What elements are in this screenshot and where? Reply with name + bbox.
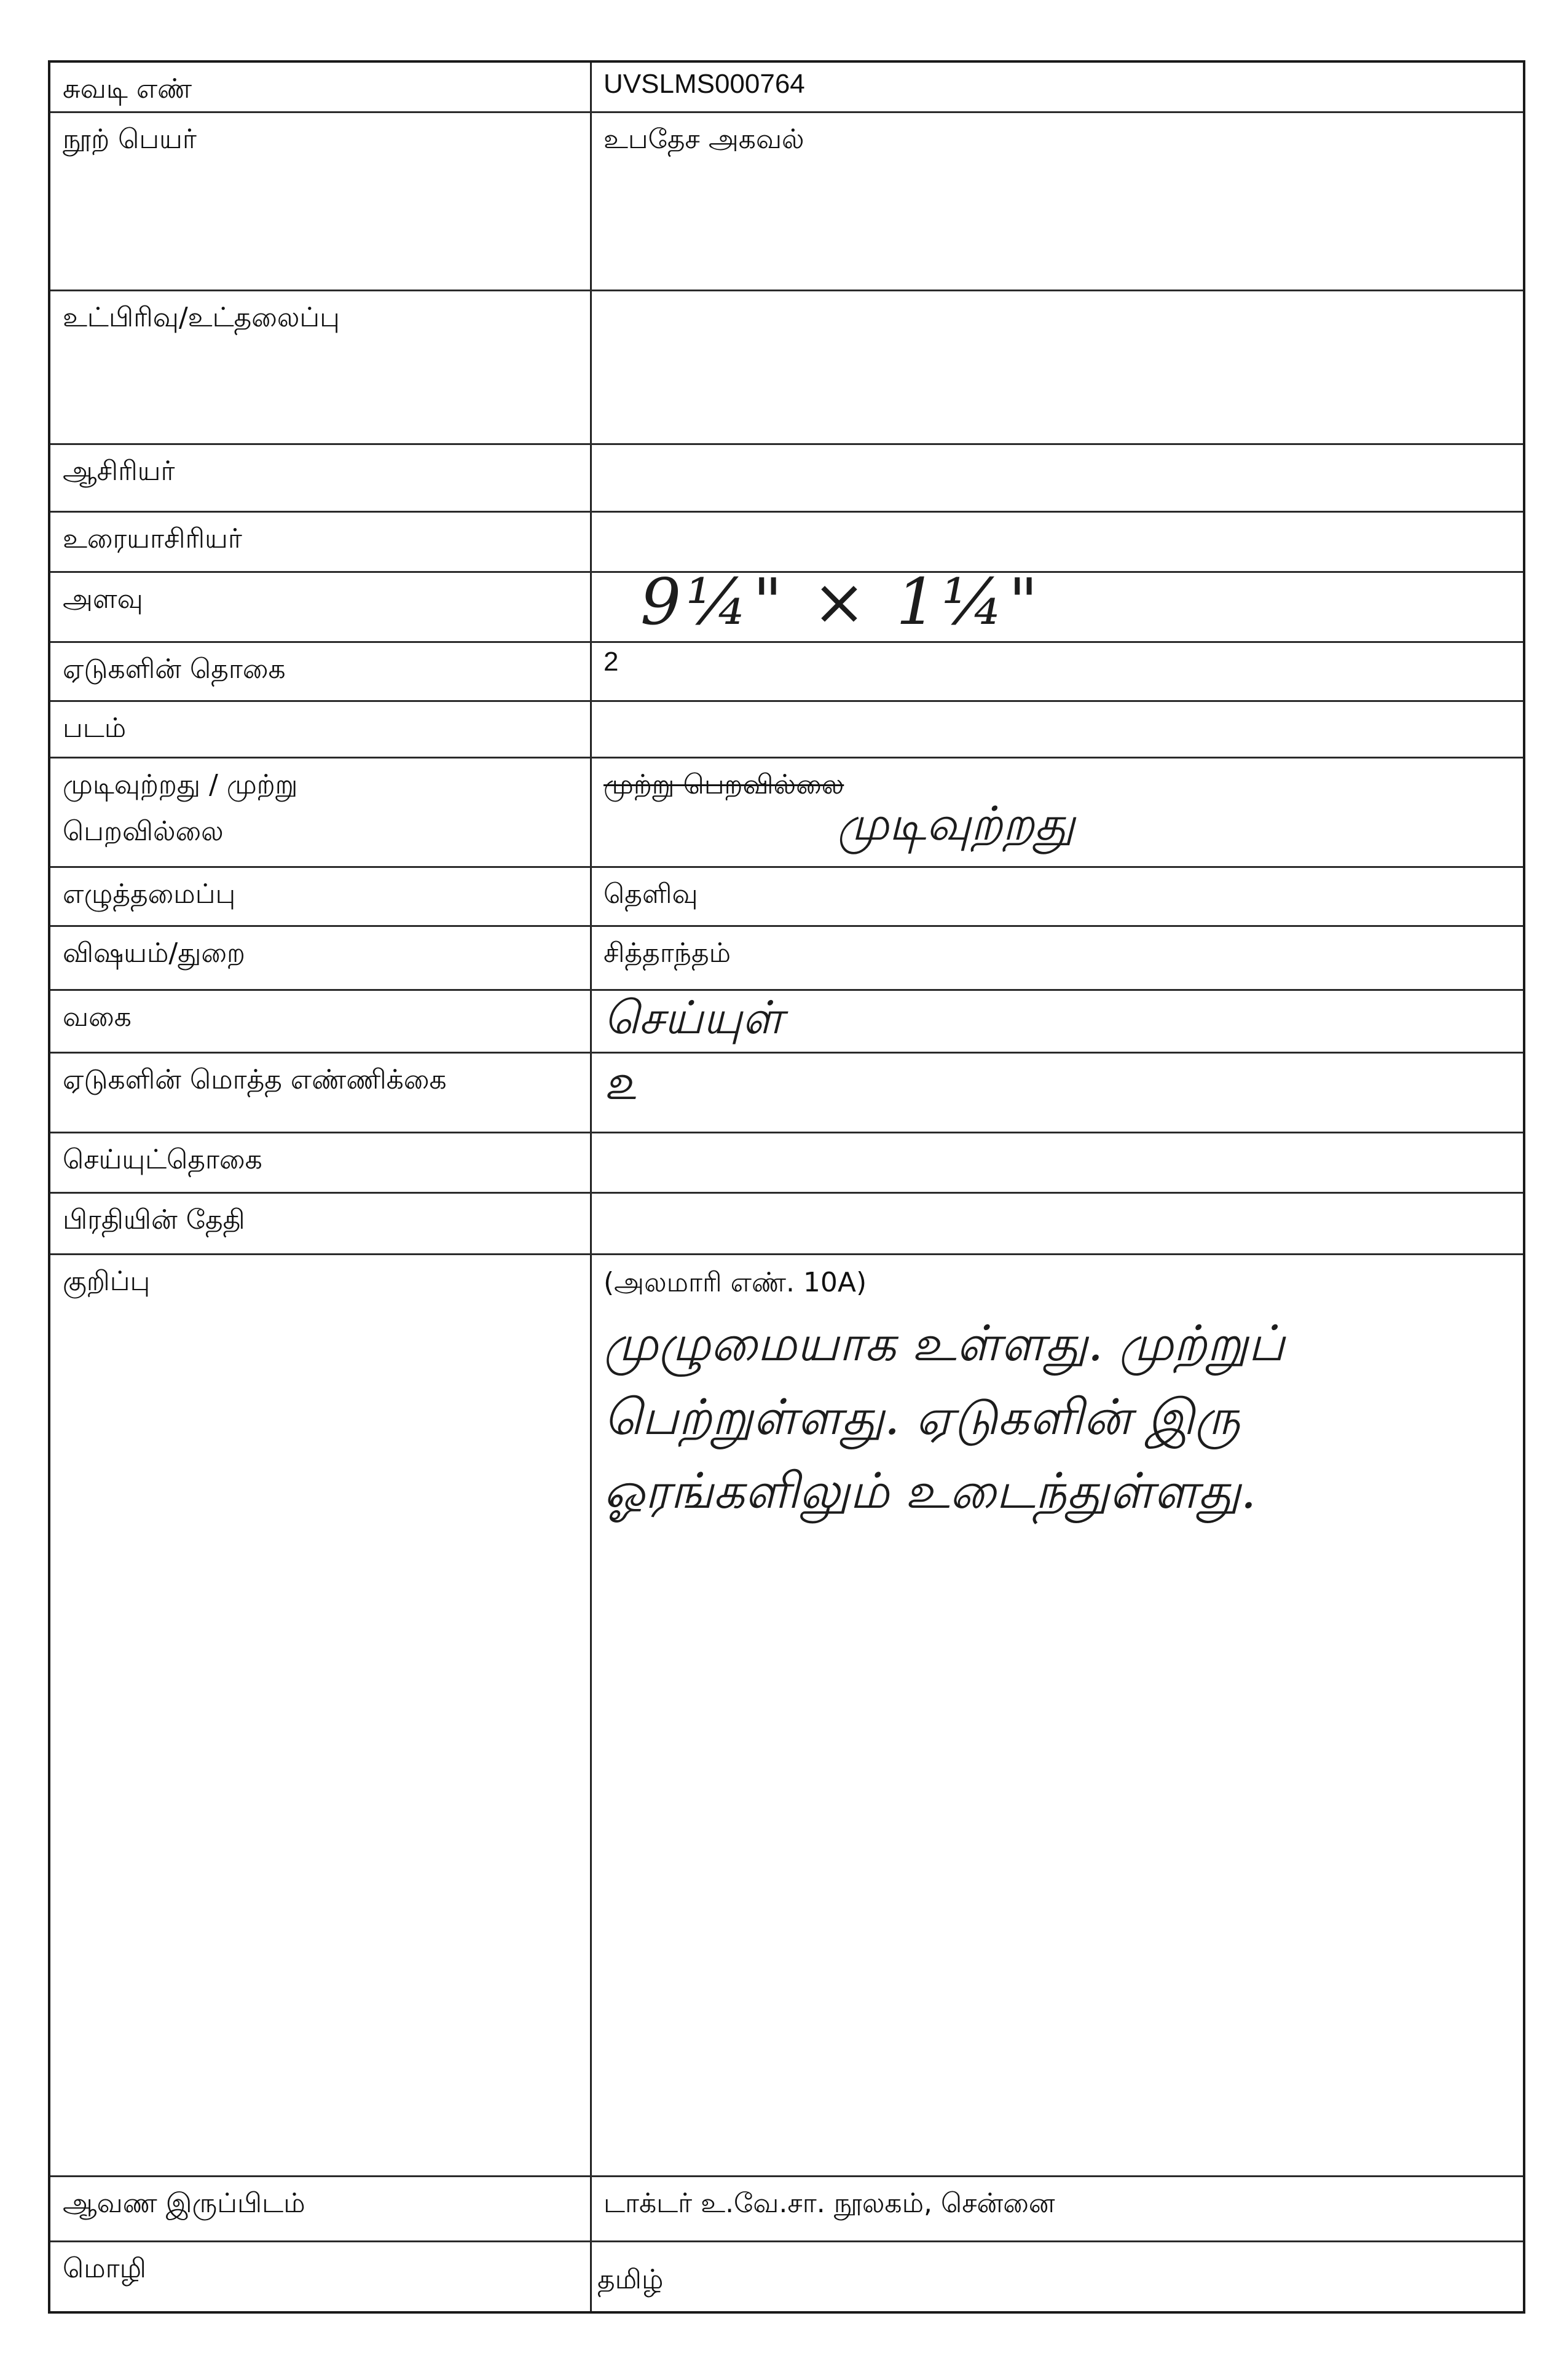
notes-label: குறிப்பு bbox=[63, 1266, 151, 1297]
total-leaves-handwritten-value: ௨ bbox=[604, 1054, 639, 1111]
manuscript-no-label: சுவடி எண் bbox=[63, 73, 192, 104]
author-label: ஆசிரியர் bbox=[63, 455, 175, 487]
title-label: நூற் பெயர் bbox=[63, 124, 197, 155]
commentator-label: உரையாசிரியர் bbox=[63, 523, 242, 554]
notes-handwritten-line-2: பெற்றுள்ளது. ஏடுகளின் இரு bbox=[604, 1389, 1240, 1446]
leaves-count-label: ஏடுகளின் தொகை bbox=[63, 653, 286, 685]
script-label: எழுத்தமைப்பு bbox=[63, 878, 236, 910]
script-value: தெளிவு bbox=[604, 878, 698, 910]
row-genre bbox=[50, 991, 1523, 1054]
row-completeness bbox=[50, 759, 1523, 868]
completeness-label-line1: முடிவுற்றது / முற்று bbox=[63, 769, 298, 800]
notes-handwritten-line-1: முழுமையாக உள்ளது. முற்றுப் bbox=[604, 1315, 1285, 1372]
row-language bbox=[50, 2242, 1523, 2314]
row-leaves-count bbox=[50, 643, 1523, 702]
genre-handwritten-value: செய்யுள் bbox=[604, 991, 784, 1044]
completeness-label bbox=[63, 768, 297, 848]
row-size bbox=[50, 564, 1523, 643]
illustration-label: படம் bbox=[63, 712, 127, 744]
language-value: தமிழ் bbox=[597, 2264, 664, 2295]
notes-handwritten-line-3: ஓரங்களிலும் உடைந்துள்ளது. bbox=[604, 1462, 1257, 1519]
row-manuscript-no bbox=[50, 63, 1523, 113]
row-verse-count bbox=[50, 1133, 1523, 1194]
repository-value: டாக்டர் உ.வே.சா. நூலகம், சென்னை bbox=[604, 2188, 1055, 2219]
language-label: மொழி bbox=[63, 2253, 146, 2284]
subject-value: சித்தாந்தம் bbox=[604, 937, 731, 969]
row-copy-date bbox=[50, 1194, 1523, 1255]
row-subdivision bbox=[50, 291, 1523, 445]
subject-label: விஷயம்/துறை bbox=[63, 937, 245, 969]
title-value: உபதேச அகவல் bbox=[604, 124, 804, 155]
copy-date-label: பிரதியின் தேதி bbox=[63, 1204, 245, 1235]
completeness-label-line2: பெறவில்லை bbox=[63, 816, 224, 847]
row-author bbox=[50, 445, 1523, 513]
size-handwritten-value: 9¼" × 1¼" bbox=[640, 564, 1043, 639]
row-script bbox=[50, 868, 1523, 927]
genre-label: வகை bbox=[63, 1001, 132, 1033]
row-total-leaves bbox=[50, 1054, 1523, 1133]
row-title bbox=[50, 113, 1523, 291]
total-leaves-label: ஏடுகளின் மொத்த எண்ணிக்கை bbox=[63, 1064, 447, 1095]
manuscript-no-value: UVSLMS000764 bbox=[604, 69, 805, 99]
notes-printed-value: (அலமாரி எண். 10A) bbox=[604, 1267, 867, 1298]
leaves-count-value: 2 bbox=[604, 647, 619, 677]
subdivision-label: உட்பிரிவு/உட்தலைப்பு bbox=[63, 302, 340, 333]
row-repository bbox=[50, 2177, 1523, 2242]
repository-label: ஆவண இருப்பிடம் bbox=[63, 2188, 305, 2219]
verse-count-label: செய்யுட்தொகை bbox=[63, 1144, 262, 1175]
completeness-struck-value: முற்று பெறவில்லை bbox=[604, 769, 844, 800]
metadata-form bbox=[48, 60, 1525, 2314]
completeness-handwritten-value: முடிவுற்றது bbox=[837, 796, 1075, 851]
row-illustration bbox=[50, 702, 1523, 759]
size-label: அளவு bbox=[63, 583, 143, 615]
row-subject bbox=[50, 927, 1523, 991]
row-notes bbox=[50, 1255, 1523, 2177]
